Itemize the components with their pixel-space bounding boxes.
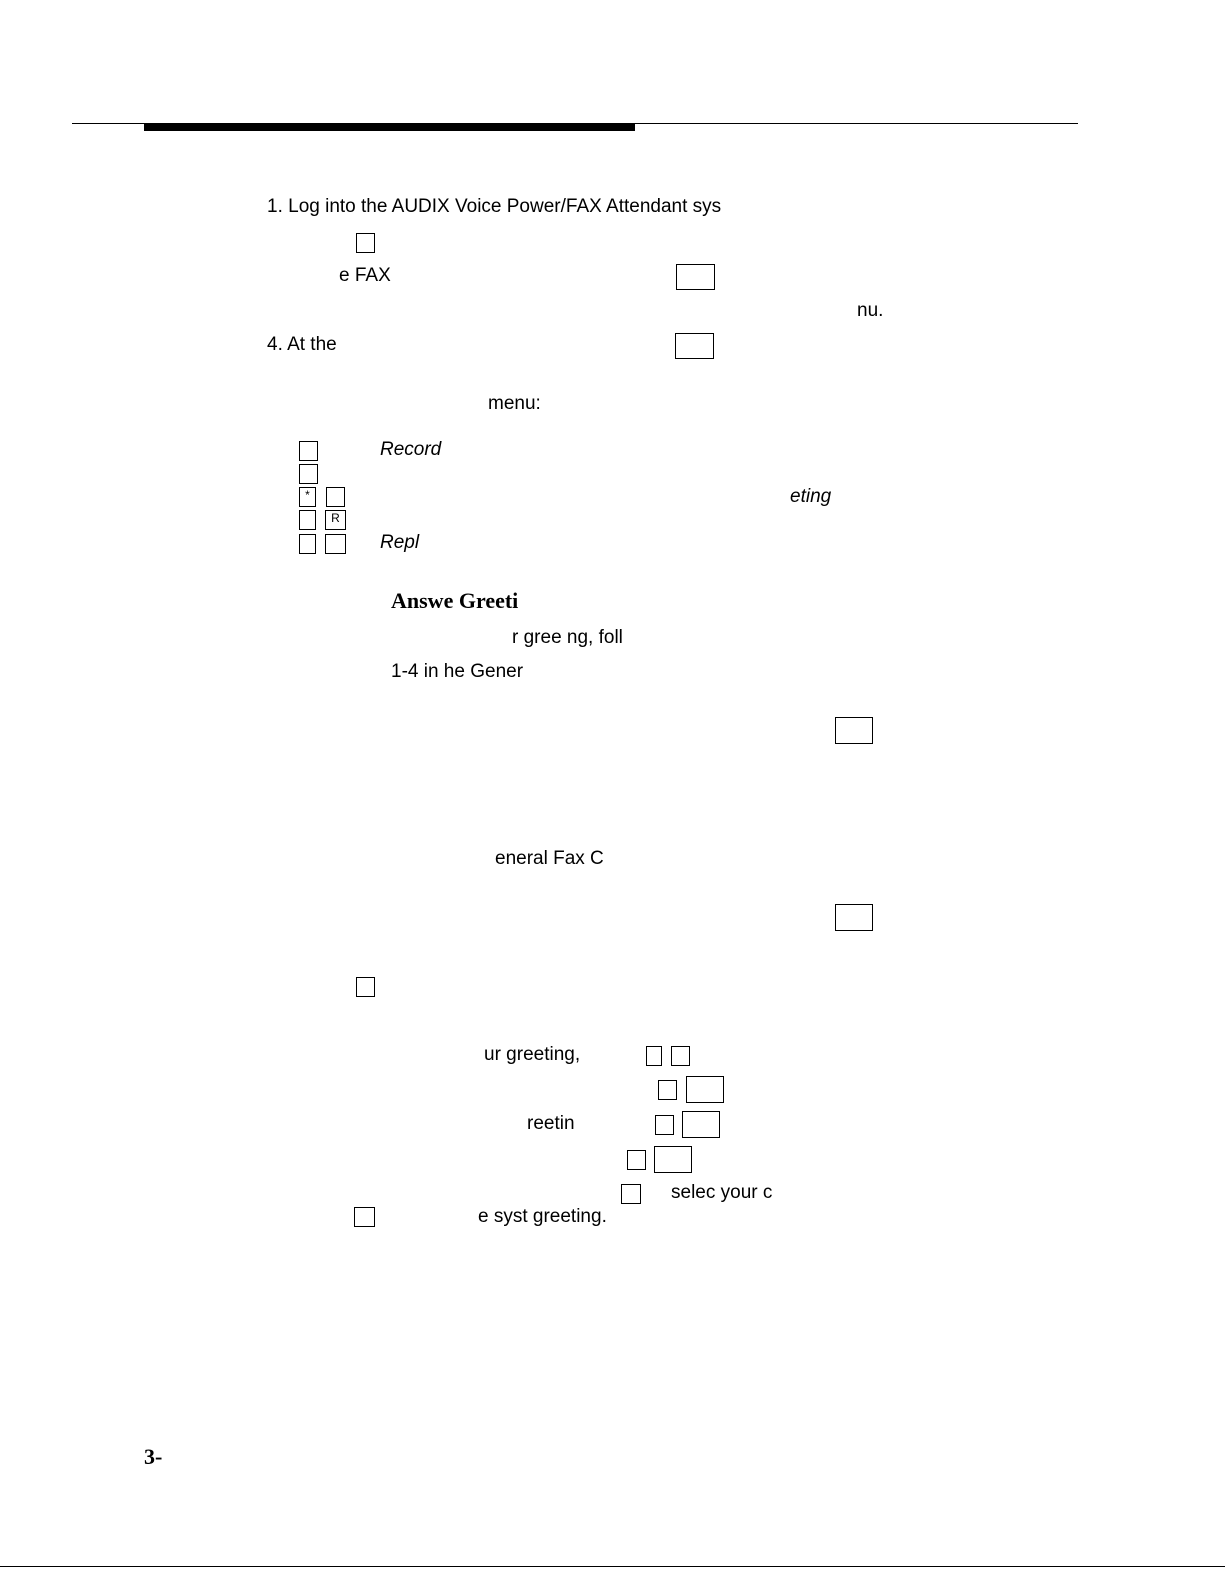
- key-box: [325, 534, 346, 554]
- step-4-text: 4. At the: [267, 334, 337, 355]
- key-box: [671, 1046, 690, 1066]
- fragment-your-greeting: ur greeting,: [484, 1044, 581, 1065]
- fragment-e-fax: e FAX: [339, 265, 391, 286]
- key-box: [326, 487, 345, 507]
- step-1-text: 1. Log into the AUDIX Voice Power/FAX Attendant sys: [267, 196, 722, 217]
- fragment-general-fax: eneral Fax C: [495, 848, 604, 869]
- option-record: Record: [380, 439, 442, 460]
- key-r: R: [325, 510, 346, 530]
- key-box: [676, 264, 715, 290]
- key-box: [299, 534, 316, 554]
- header-rule-thick: [144, 124, 635, 131]
- footer-rule: [0, 1566, 1225, 1567]
- key-box: [299, 464, 318, 484]
- key-star: *: [299, 487, 316, 507]
- key-box: [655, 1115, 674, 1135]
- key-box: [835, 717, 873, 744]
- key-box: [356, 977, 375, 997]
- key-box: [646, 1046, 662, 1066]
- fragment-steps-general: 1-4 in he Gener: [391, 661, 524, 682]
- fragment-greetin: reetin: [527, 1113, 575, 1134]
- key-box: [299, 510, 316, 530]
- key-box: [627, 1150, 646, 1170]
- fragment-select-your: selec your c: [671, 1182, 773, 1203]
- key-box: [621, 1184, 641, 1204]
- key-box: [299, 441, 318, 461]
- key-box: [654, 1146, 692, 1173]
- option-repl: Repl: [380, 532, 420, 553]
- key-box: [356, 233, 375, 253]
- key-box: [658, 1080, 677, 1100]
- fragment-greeting-follow: r gree ng, foll: [512, 627, 623, 648]
- key-box: [686, 1076, 724, 1103]
- fragment-system-greeting: e syst greeting.: [478, 1206, 607, 1227]
- key-box: [675, 333, 714, 359]
- fragment-nu: nu.: [857, 300, 884, 321]
- fragment-menu: menu:: [488, 393, 541, 414]
- option-eting: eting: [790, 486, 832, 507]
- key-box: [835, 904, 873, 931]
- page-number: 3-: [144, 1444, 163, 1469]
- section-heading: Answe Greeti: [391, 588, 519, 613]
- key-box: [682, 1111, 720, 1138]
- key-box: [354, 1207, 375, 1227]
